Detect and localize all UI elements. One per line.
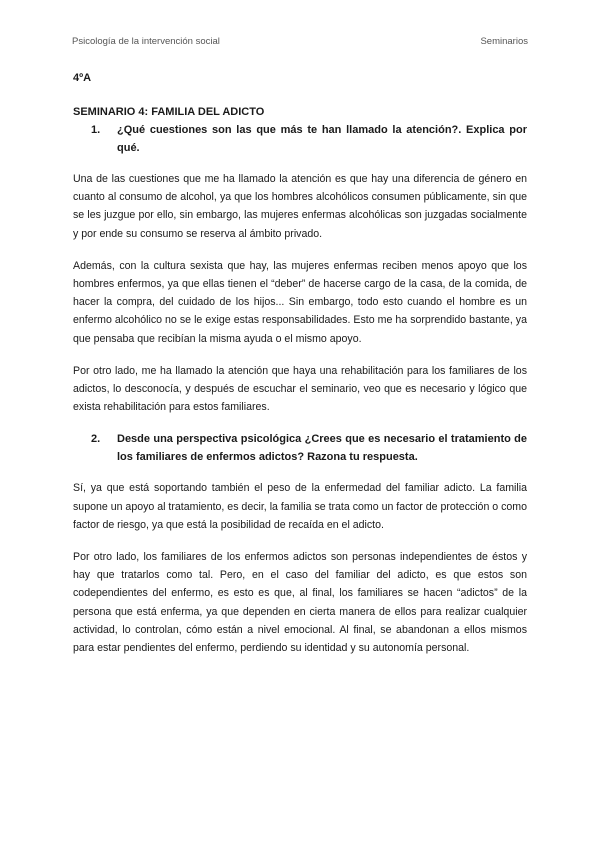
- seminar-title: SEMINARIO 4: FAMILIA DEL ADICTO: [73, 106, 265, 118]
- question-heading: [73, 121, 527, 157]
- header-section-label: Seminarios: [480, 36, 528, 47]
- answer-paragraph: Sí, ya que está soportando también el peso de la enfermedad del familiar adicto. La familia supone un apoyo al tratamiento, es decir, la familia se trata como un factor de protección o como factor de riesgo, ya que está la posibilidad de recaída en el adicto.: [73, 482, 528, 531]
- question-number: 1.: [91, 124, 101, 136]
- answer-paragraph: Por otro lado, me ha llamado la atención que haya una rehabilitación para los familiares de los adictos, lo desconocía, y después de escuchar el seminario, veo que es necesario y lógico que exista rehabilitación para estos familiares.: [73, 364, 527, 414]
- question-block-2: [73, 430, 527, 657]
- question-block-1: [73, 121, 527, 416]
- page-header: [72, 36, 528, 47]
- group-label: 4ºA: [73, 72, 92, 84]
- question-number: 2.: [91, 433, 101, 446]
- header-course-title: Psicología de la intervención social: [72, 36, 220, 47]
- document-body: [73, 72, 527, 671]
- answer-paragraph: Además, con la cultura sexista que hay, las mujeres enfermas reciben menos apoyo que los hombres enfermos, ya que ellas tienen el “deber” de hacerse cargo de la casa, de la comida, de hacer la compra, del cuidado de los hijos... Sin embargo, todo esto cuando el hombre es un enfermo alcohólico no se le exige estas responsabilidades. Esto me ha sorprendido bastante, ya que pensaba que recibían la misma ayuda o el mismo apoyo.: [73, 259, 527, 345]
- answer-paragraph: Una de las cuestiones que me ha llamado la atención es que hay una diferencia de género en cuanto al consumo de alcohol, ya que los hombres alcohólicos consumen públicamente, sin que se les juzgue por ello, sin embargo, las mujeres enfermas alcohólicas son juzgadas socialmente y por ende su consumo se reserva al ámbito privado.: [73, 173, 527, 240]
- question-heading: [73, 430, 527, 466]
- answer-paragraph: Por otro lado, los familiares de los enfermos adictos son personas independientes de éstos y hay que tratarlos como tal. Pero, en el caso del familiar del adicto, es que estos son codependientes del enfermo, es esto es que, al final, los familiares se hacen “adictos” de la persona que está enferma, ya que dependen en cierta manera de ellos para realizar cualquier actividad, lo controlan, cómo están a nivel emocional. Al final, se abandonan a ellos mismos para estar pendientes del enfermo, perdiendo su identidad y su autonomía personal.: [73, 551, 527, 655]
- question-text: ¿Qué cuestiones son las que más te han llamado la atención?. Explica por qué.: [117, 124, 527, 154]
- question-text: Desde una perspectiva psicológica ¿Crees que es necesario el tratamiento de los familiares de enfermos adictos? Razona tu respuesta.: [117, 433, 527, 464]
